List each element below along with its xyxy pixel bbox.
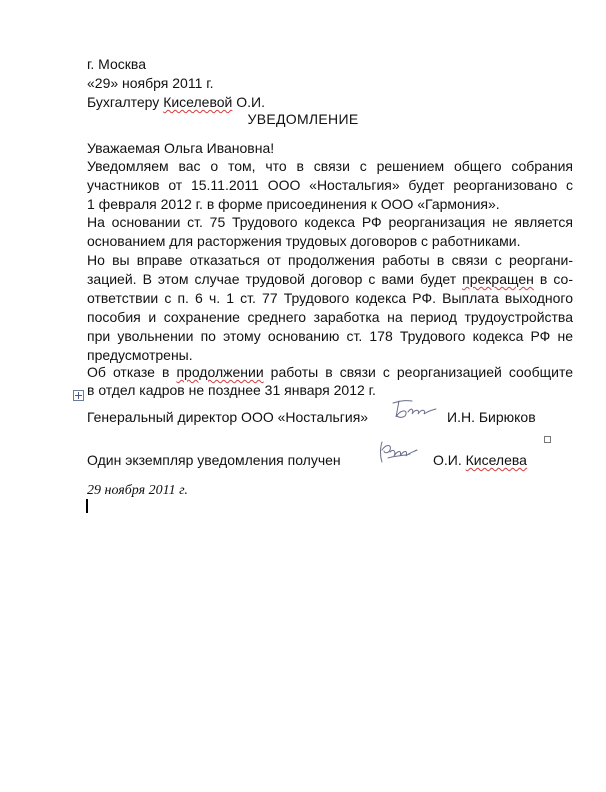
spellcheck-word-prekrashchen: прекращен: [462, 271, 534, 287]
paragraph-4-line-2: в отдел кадров не позднее 31 января 2012 г.: [87, 382, 376, 398]
director-signature-icon: [390, 396, 438, 424]
addressee-name: Киселевой: [163, 94, 233, 110]
text-cursor[interactable]: [86, 499, 88, 513]
director-title: Генеральный директор ООО «Ностальгия»: [87, 409, 369, 425]
spellcheck-word-prodolzhenii: продолжении: [176, 364, 264, 380]
greeting: Уважаемая Ольга Ивановна!: [87, 140, 275, 156]
receipt-text: Один экземпляр уведомления получен: [87, 452, 341, 468]
paragraph-4-line-1: [87, 363, 573, 382]
paragraph-3-line-1: Но вы вправе отказаться от продолжения работы в связи с реоргани-: [87, 252, 573, 268]
paragraph-3-line-4: пособия и сохранение среднего заработка на период трудоустройства: [87, 309, 573, 325]
employee-surname: Киселева: [465, 452, 527, 468]
employee-initials: О.И.: [433, 452, 466, 468]
paragraph-1-line-1: Уведомляем вас о том, что в связи с решением общего собрания: [87, 158, 573, 174]
paragraph-3-line-5: при увольнении по этому основанию ст. 178 Трудового кодекса РФ не: [87, 328, 573, 344]
city: г. Москва: [87, 56, 146, 72]
paragraph-1-line-2: участников от 15.11.2011 ООО «Ностальгия» будет реорганизовано с: [87, 177, 573, 193]
paragraph-4-line-1-end: работы в связи с реорганизацией сообщите: [263, 364, 573, 380]
paragraph-2-line-1: На основании ст. 75 Трудового кодекса РФ реорганизация не является: [87, 214, 573, 230]
addressee-initials: О.И.: [232, 94, 265, 110]
paragraph-3-line-2-end: в со-: [533, 271, 573, 287]
director-name: И.Н. Бирюков: [447, 409, 536, 425]
paragraph-3-line-6: предусмотрены.: [87, 347, 193, 363]
paragraph-4-line-1-start: Об отказе в: [87, 364, 177, 380]
paragraph-3-line-2: [87, 270, 573, 289]
document-title: УВЕДОМЛЕНИЕ: [247, 111, 359, 127]
addressee-prefix: Бухгалтеру: [87, 94, 164, 110]
table-resize-handle-icon[interactable]: [544, 436, 551, 443]
table-move-handle-icon[interactable]: [73, 390, 84, 401]
employee-name: [433, 451, 527, 470]
paragraph-2-line-2: основанием для расторжения трудовых договоров с работниками.: [87, 233, 521, 249]
employee-signature-icon: [376, 438, 420, 466]
paragraph-3-line-2-start: зацией. В этом случае трудовой договор с вами будет: [87, 271, 463, 287]
paragraph-1-line-3: 1 февраля 2012 г. в форме присоединения к ООО «Гармония».: [87, 196, 500, 212]
document-date: «29» ноября 2011 г.: [87, 75, 214, 91]
paragraph-3-line-3: ответствии с п. 6 ч. 1 ст. 77 Трудового кодекса РФ. Выплата выходного: [87, 290, 573, 306]
footer-date: 29 ноября 2011 г.: [87, 483, 188, 498]
